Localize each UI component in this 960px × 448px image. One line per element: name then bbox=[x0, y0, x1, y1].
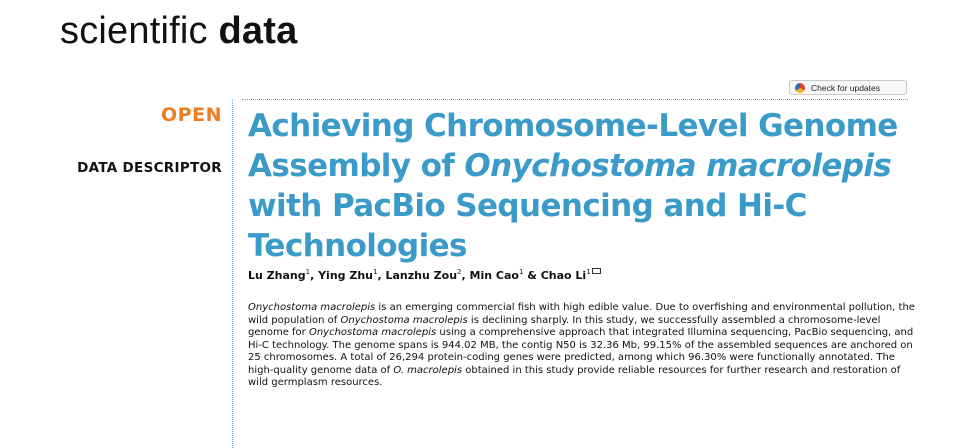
journal-logo bbox=[60, 10, 297, 53]
abstract-species: O. macrolepis bbox=[393, 364, 463, 376]
author-affiliation: 1 bbox=[518, 268, 524, 276]
author-name: Chao Li bbox=[540, 269, 587, 282]
article-type-label: DATA DESCRIPTOR bbox=[77, 160, 222, 176]
journal-name-bold: data bbox=[218, 10, 298, 52]
author-separator: , bbox=[377, 269, 386, 282]
author[interactable] bbox=[318, 269, 377, 282]
crossmark-icon bbox=[795, 83, 805, 93]
author[interactable] bbox=[470, 269, 524, 282]
header-divider bbox=[242, 99, 908, 100]
abstract-text: obtained in this study provide reliable resources for further research and restoration of wild germplasm resources. bbox=[248, 364, 901, 388]
author[interactable] bbox=[386, 269, 462, 282]
author-separator: & bbox=[523, 269, 541, 282]
abstract-text: is declining sharply. In this study, we successfully assembled a chromosome-level genome for bbox=[248, 314, 881, 338]
title-species: Onychostoma macrolepis bbox=[464, 148, 892, 184]
title-part-2: with PacBio Sequencing and Hi-C Technologies bbox=[248, 188, 807, 264]
abstract-species: Onychostoma macrolepis bbox=[308, 327, 437, 338]
abstract-species: Onychostoma macrolepis bbox=[248, 302, 376, 313]
abstract-text: is an emerging commercial fish with high edible value. Due to overfishing and environmental pollution, the wild population of bbox=[248, 302, 915, 326]
margin-divider bbox=[232, 99, 233, 448]
abstract-species: Onychostoma macrolepis bbox=[340, 314, 468, 326]
author-separator: , bbox=[461, 269, 470, 282]
author-name: Lanzhu Zou bbox=[385, 269, 458, 282]
author-affiliation: 1 bbox=[373, 268, 378, 276]
abstract-text: using a comprehensive approach that integrated Illumina sequencing, PacBio sequencing, and Hi-C technology. The genome spans is 944.02 MB, the contig N50 is 32.36 Mb, 99.15% of the assembled sequences are anchored on 25 chromosomes. A total of 26,294 protein-coding genes were predicted, among which 96.30% were functionally annotated. The high-quality genome data of bbox=[248, 327, 914, 376]
author-name: Lu Zhang bbox=[248, 269, 306, 282]
article-title bbox=[248, 106, 928, 266]
author-affiliation: 1 bbox=[586, 268, 591, 276]
author[interactable] bbox=[541, 269, 591, 282]
envelope-icon[interactable] bbox=[592, 268, 601, 274]
author-name: Ying Zhu bbox=[318, 269, 374, 282]
author-list bbox=[248, 268, 601, 282]
check-for-updates-label: Check for updates bbox=[811, 82, 880, 93]
journal-name-light: scientific bbox=[60, 10, 208, 52]
title-part-1: Achieving Chromosome-Level Genome Assembly of bbox=[248, 108, 898, 184]
check-for-updates-button[interactable] bbox=[789, 80, 907, 95]
author-name: Min Cao bbox=[469, 269, 519, 282]
author-affiliation: 1 bbox=[305, 268, 311, 276]
author-separator: , bbox=[310, 269, 319, 282]
author[interactable] bbox=[248, 269, 310, 282]
author-affiliation: 2 bbox=[457, 268, 462, 276]
open-access-label: OPEN bbox=[161, 104, 222, 126]
abstract bbox=[248, 302, 920, 390]
